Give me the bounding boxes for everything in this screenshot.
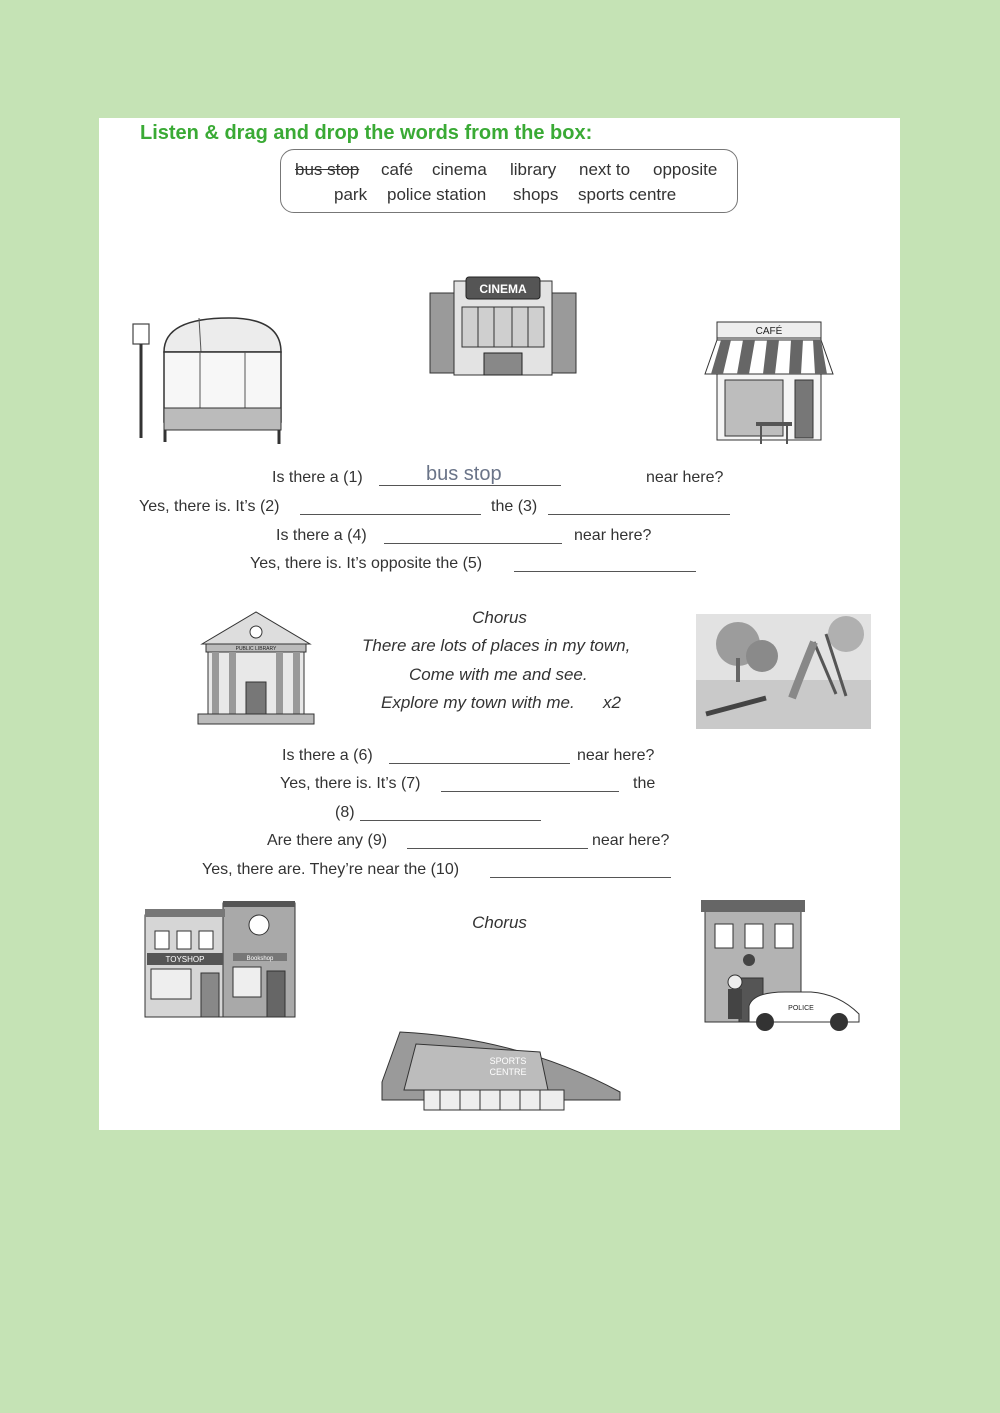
word-bus-stop[interactable]: bus stop [295,160,360,179]
word-park[interactable]: park [334,185,368,204]
chorus-line-2: Come with me and see. [409,665,588,684]
word-cinema[interactable]: cinema [432,160,487,179]
a1-text: Yes, there is. It’s (2) [139,498,280,515]
word-sports-centre[interactable]: sports centre [578,185,677,204]
police-station-picture [689,900,864,1032]
cinema-sign-text: CINEMA [479,282,527,296]
word-next-to[interactable]: next to [579,160,631,179]
chorus-title: Chorus [472,608,527,627]
q3-text: Is there a (6) [282,747,373,764]
blank-2[interactable] [300,498,481,515]
blank-6[interactable] [389,747,570,764]
cafe-picture [701,322,836,447]
blank-8[interactable] [360,804,541,821]
a4-text: Yes, there are. They’re near the (10) [202,861,460,878]
word-cafe[interactable]: café [381,160,414,179]
word-opposite[interactable]: opposite [653,160,718,179]
worksheet [99,118,900,1130]
q1-end: near here? [646,469,724,486]
q2-end: near here? [574,527,652,544]
cinema-picture [426,273,581,378]
q3-end: near here? [577,747,655,764]
q4-end: near here? [592,832,670,849]
instruction-title: Listen & drag and drop the words from the box: [140,122,593,144]
blank-9[interactable] [407,832,588,849]
a3-end: the [633,775,656,792]
a2-text: Yes, there is. It’s opposite the (5) [250,555,483,572]
sports-sign-text-2: CENTRE [489,1067,527,1077]
library-sign-text: PUBLIC LIBRARY [235,646,277,652]
cafe-sign-text: CAFÉ [755,326,783,337]
chorus-repeat-title: Chorus [472,913,527,932]
chorus-line-3: Explore my town with me. [381,693,575,712]
chorus-line-1: There are lots of places in my town, [362,636,631,655]
blank-10[interactable] [490,861,671,878]
bus-stop-picture [129,316,284,451]
q2-text: Is there a (4) [276,527,367,544]
answer-1[interactable]: bus stop [426,463,502,485]
park-picture [696,614,871,729]
bookshop-sign-text: Bookshop [246,956,274,962]
a3-text: Yes, there is. It’s (7) [280,775,421,792]
blank-4[interactable] [384,527,562,544]
blank-7[interactable] [441,775,619,792]
a3-cont: (8) [335,804,355,821]
chorus-repeat: x2 [603,693,621,712]
word-police-station[interactable]: police station [387,185,487,204]
sports-sign-text-1: SPORTS [489,1056,527,1066]
word-library[interactable]: library [510,160,557,179]
toyshop-sign-text: TOYSHOP [165,955,205,964]
blank-3[interactable] [548,498,730,515]
q4-text: Are there any (9) [267,832,388,849]
sports-centre-picture [380,1030,625,1112]
word-shops[interactable]: shops [513,185,559,204]
blank-5[interactable] [514,555,696,572]
police-car-text: POLICE [788,1005,814,1012]
a1-mid: the (3) [491,498,538,515]
q1-text: Is there a (1) [272,469,363,486]
